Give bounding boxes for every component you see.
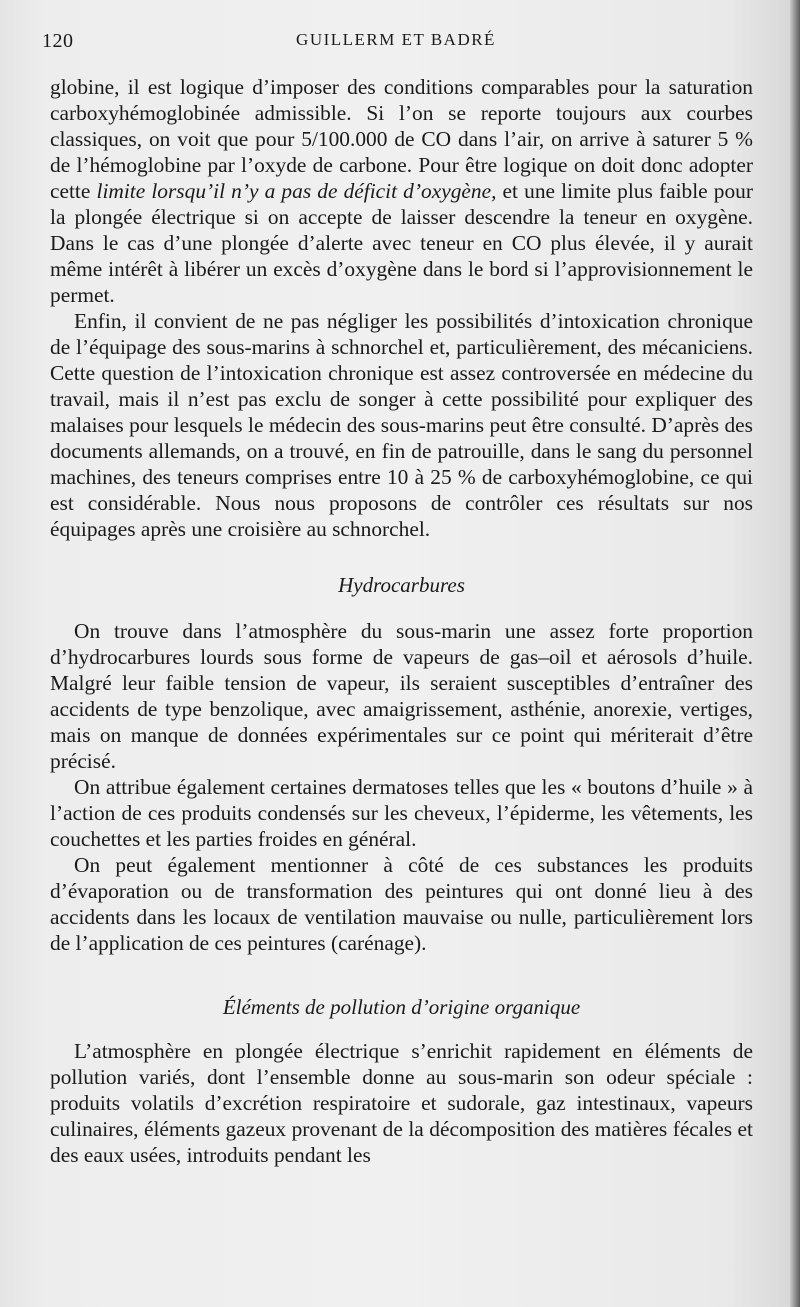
section-heading-hydrocarbures: Hydrocarbures xyxy=(338,573,465,597)
paragraph-atmosphere: L’atmosphère en plongée électrique s’enrichit rapidement en éléments de pollution variés, dont l’ensemble donne au sous-marin son odeur spéciale : produits volatils d’excrétion respiratoire et sudorale, gaz intestinaux, vapeurs culinaires, éléments gazeux provenant de la décomposition des matières fécales et des eaux usées, introduits pendant les xyxy=(50,1039,753,1167)
section-heading-pollution-organique: Éléments de pollution d’origine organique xyxy=(222,995,581,1019)
paragraph-continued xyxy=(50,74,753,308)
page-edge-shadow xyxy=(790,0,800,1307)
paragraph-chronic-intoxication: Enfin, il convient de ne pas négliger les possibilités d’intoxication chronique de l’équipage des sous-marins à schnorchel et, particulièrement, des mécaniciens. Cette question de l’intoxication chronique est assez controversée en médecine du travail, mais il n’est pas exclu de songer à cette possibilité pour expliquer des malaises pour lesquels le médecin des sous-marins peut être consulté. D’après des documents allemands, on a trouvé, en fin de patrouille, dans le sang du personnel machines, des teneurs comprises entre 10 à 25 % de carboxyhémoglobine, ce qui est considérable. Nous nous proposons de contrôler ces résultats sur nos équipages après une croisière au schnorchel. xyxy=(50,309,753,541)
paragraph-text: globine, il est logique d’imposer des conditions comparables pour la saturation carboxyhémoglobinée admissible. Si l’on se reporte toujours aux courbes classiques, on voit que pour 5/100.000 de CO dans l’air, on arrive à saturer 5 % de l’hémoglobine par l’oxyde de carbone. Pour être logique on doit donc adopter cette xyxy=(50,75,753,203)
running-title: GUILLERM ET BADRÉ xyxy=(296,30,496,49)
running-header xyxy=(42,30,750,58)
paragraph-hydrocarbures: On trouve dans l’atmosphère du sous-marin une assez forte proportion d’hydrocarbures lourds sous forme de vapeurs de gas–oil et aérosols d’huile. Malgré leur faible tension de vapeur, ils seraient susceptibles d’entraîner des accidents de type benzolique, avec amaigrissement, asthénie, anorexie, vertiges, mais on manque de données expérimentales sur ce point qui mériterait d’être précisé. xyxy=(50,619,753,773)
page-number: 120 xyxy=(42,30,74,52)
body-text xyxy=(50,74,753,1168)
italic-phrase: limite lorsqu’il n’y a pas de déficit d’oxygène, xyxy=(96,179,497,203)
paragraph-text: et une limite plus faible pour la plongée électrique si on accepte de laisser descendre la teneur en oxygène. Dans le cas d’une plongée d’alerte avec teneur en CO plus élevée, il y aurait même intérêt à libérer un excès d’oxygène dans le bord si l’approvisionnement le permet. xyxy=(50,179,753,307)
paragraph-dermatoses: On attribue également certaines dermatoses telles que les « boutons d’huile » à l’action de ces produits condensés sur les cheveux, l’épiderme, les vêtements, les couchettes et les parties froides en général. xyxy=(50,775,753,851)
paragraph-peintures: On peut également mentionner à côté de ces substances les produits d’évaporation ou de transformation des peintures qui ont donné lieu à des accidents dans les locaux de ventilation mauvaise ou nulle, particulièrement lors de l’application de ces peintures (carénage). xyxy=(50,853,753,955)
